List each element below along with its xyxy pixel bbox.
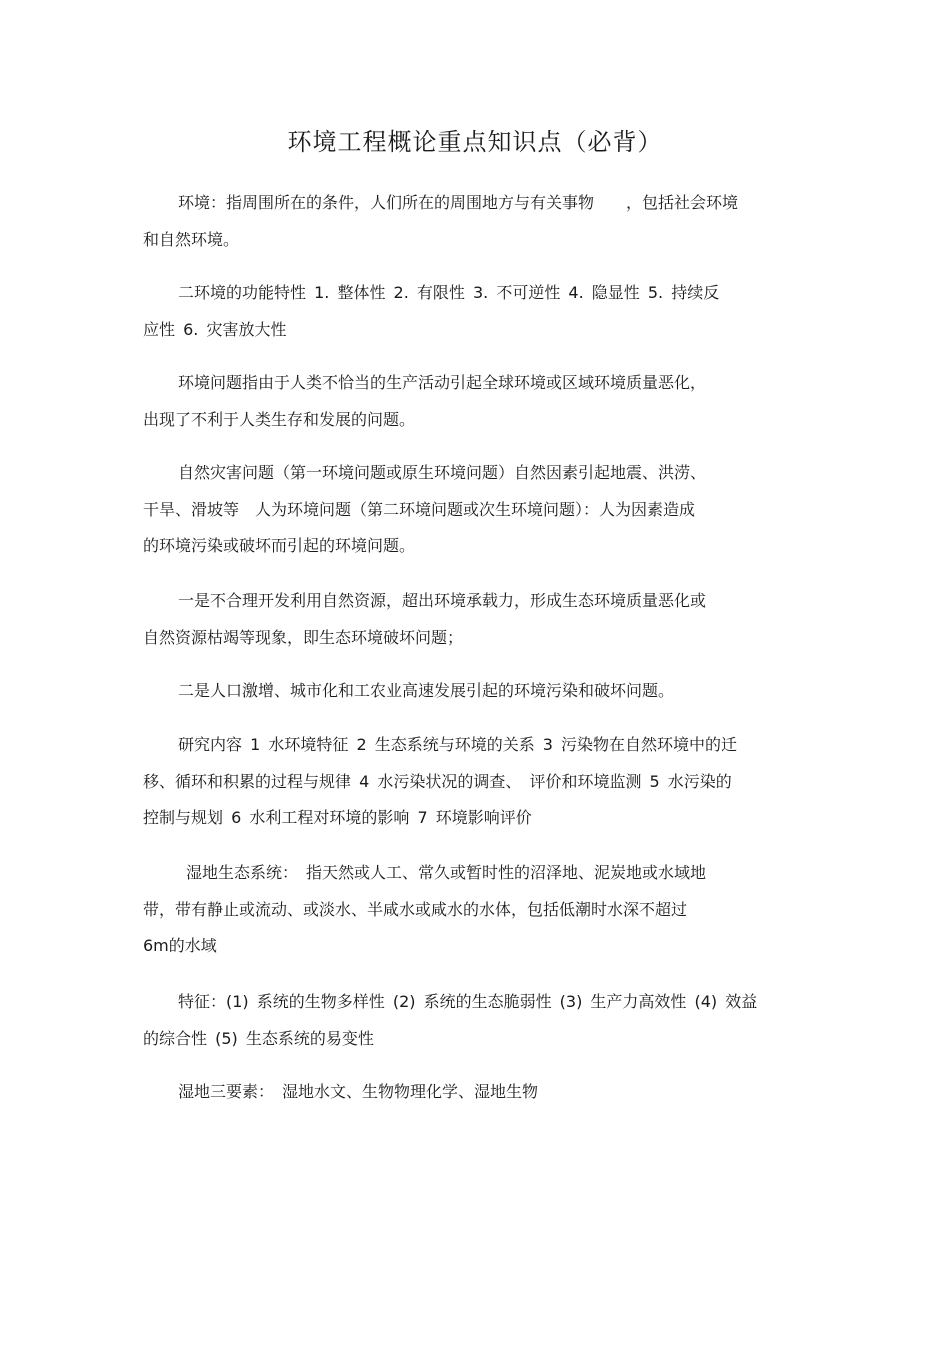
paragraph-research-content — [143, 727, 808, 837]
paragraph-line: 一是不合理开发利用自然资源，超出环境承载力，形成生态环境质量恶化或 — [178, 591, 707, 610]
paragraph-line: 的综合性 (5) 生态系统的易变性 — [143, 1028, 374, 1048]
paragraph-wetland-elements — [143, 1074, 808, 1111]
paragraph-wetland-definition — [143, 855, 808, 965]
document-title: 环境工程概论重点知识点（必背） — [287, 128, 663, 156]
paragraph-line: 干旱、滑坡等 人为环境问题（第二环境问题或次生环境问题）：人为因素造成 — [143, 499, 696, 519]
paragraph-line: 出现了不利于人类生存和发展的问题。 — [143, 409, 416, 429]
paragraph-ecological-damage — [143, 583, 808, 656]
paragraph-environmental-problem — [143, 365, 808, 438]
paragraph-pollution-problem — [143, 673, 808, 710]
paragraph-wetland-characteristics — [143, 984, 808, 1057]
paragraph-environment-definition — [143, 185, 808, 258]
paragraph-line: 环境问题指由于人类不恰当的生产活动引起全球环境或区域环境质量恶化， — [178, 373, 707, 392]
paragraph-line: 自然灾害问题（第一环境问题或原生环境问题）自然因素引起地震、洪涝、 — [178, 463, 707, 482]
paragraph-line: 应性 6. 灾害放大性 — [143, 319, 287, 339]
paragraph-line: 环境：指周围所在的条件，人们所在的周围地方与有关事物 ，包括社会环境 — [178, 193, 739, 212]
paragraph-line: 移、循环和积累的过程与规律 4 水污染状况的调查、 评价和环境监测 5 水污染的 — [143, 771, 732, 791]
paragraph-line: 的环境污染或破坏而引起的环境问题。 — [143, 536, 416, 555]
paragraph-environment-functions — [143, 275, 808, 348]
paragraph-line: 6m的水域 — [143, 936, 217, 955]
paragraph-line: 自然资源枯竭等现象，即生态环境破坏问题； — [143, 627, 464, 647]
paragraph-line: 湿地生态系统： 指天然或人工、常久或暂时性的沼泽地、泥炭地或水域地 — [186, 863, 707, 882]
paragraph-line: 和自然环境。 — [143, 229, 240, 249]
paragraph-line: 二环境的功能特性 1. 整体性 2. 有限性 3. 不可逆性 4. 隐显性 5. 持续反 — [178, 283, 720, 302]
paragraph-line: 特征：(1) 系统的生物多样性 (2) 系统的生态脆弱性 (3) 生产力高效性 (4) 效益 — [178, 992, 758, 1011]
paragraph-disaster-problem — [143, 455, 808, 565]
paragraph-line: 二是人口激增、城市化和工农业高速发展引起的环境污染和破坏问题。 — [178, 681, 675, 700]
paragraph-line: 控制与规划 6 水利工程对环境的影响 7 环境影响评价 — [143, 808, 532, 827]
paragraph-line: 带，带有静止或流动、或淡水、半咸水或咸水的水体，包括低潮时水深不超过 — [143, 899, 688, 919]
paragraph-line: 研究内容 1 水环境特征 2 生态系统与环境的关系 3 污染物在自然环境中的迁 — [178, 735, 738, 754]
paragraph-line: 湿地三要素： 湿地水文、生物物理化学、湿地生物 — [178, 1082, 539, 1101]
